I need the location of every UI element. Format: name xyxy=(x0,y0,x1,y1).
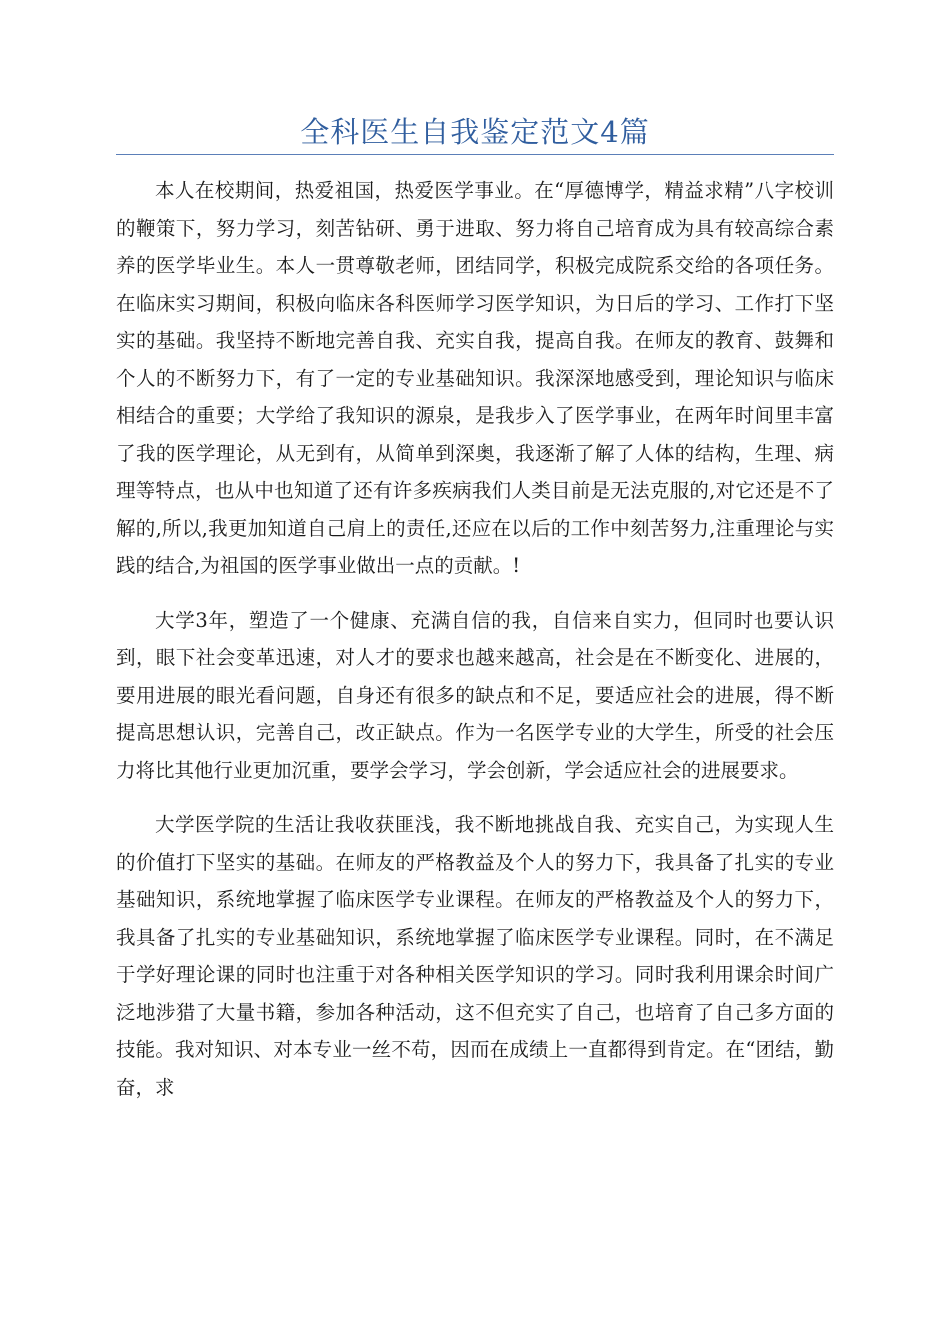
document-body xyxy=(116,172,834,1123)
title-underline xyxy=(116,154,834,155)
paragraph-1: 本人在校期间，热爱祖国，热爱医学事业。在“厚德博学，精益求精”八字校训的鞭策下，努力学习，刻苦钻研、勇于进取、努力将自己培育成为具有较高综合素养的医学毕业生。本人一贯尊敬老师，团结同学，积极完成院系交给的各项任务。在临床实习期间，积极向临床各科医师学习医学知识，为日后的学习、工作打下坚实的基础。我坚持不断地完善自我、充实自我，提高自我。在师友的教育、鼓舞和个人的不断努力下，有了一定的专业基础知识。我深深地感受到，理论知识与临床相结合的重要；大学给了我知识的源泉，是我步入了医学事业，在两年时间里丰富了我的医学理论，从无到有，从简单到深奥，我逐渐了解了人体的结构，生理、病理等特点，也从中也知道了还有许多疾病我们人类目前是无法克服的,对它还是不了解的,所以,我更加知道自己肩上的责任,还应在以后的工作中刻苦努力,注重理论与实践的结合,为祖国的医学事业做出一点的贡献。! xyxy=(116,179,834,577)
paragraph-2: 大学3年，塑造了一个健康、充满自信的我，自信来自实力，但同时也要认识到，眼下社会变革迅速，对人才的要求也越来越高，社会是在不断变化、进展的，要用进展的眼光看问题，自身还有很多的缺点和不足，要适应社会的进展，得不断提高思想认识，完善自己，改正缺点。作为一名医学专业的大学生，所受的社会压力将比其他行业更加沉重，要学会学习，学会创新，学会适应社会的进展要求。 xyxy=(116,608,834,782)
paragraph-3: 大学医学院的生活让我收获匪浅，我不断地挑战自我、充实自己，为实现人生的价值打下坚实的基础。在师友的严格教益及个人的努力下，我具备了扎实的专业基础知识，系统地掌握了临床医学专业课程。在师友的严格教益及个人的努力下，我具备了扎实的专业基础知识，系统地掌握了临床医学专业课程。同时，在不满足于学好理论课的同时也注重于对各种相关医学知识的学习。同时我利用课余时间广泛地涉猎了大量书籍，参加各种活动，这不但充实了自己，也培育了自己多方面的技能。我对知识、对本专业一丝不苟，因而在成绩上一直都得到肯定。在“团结，勤奋，求 xyxy=(116,813,834,1099)
document-title: 全科医生自我鉴定范文4篇 xyxy=(300,115,650,149)
